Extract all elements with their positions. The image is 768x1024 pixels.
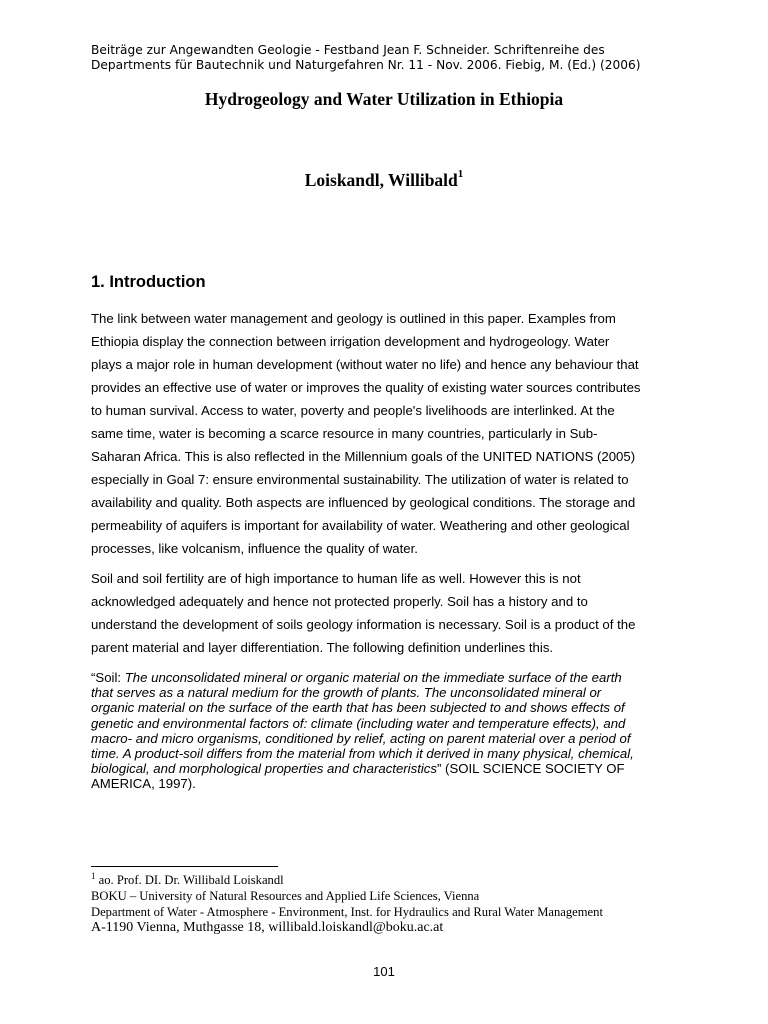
paragraph-line: Saharan Africa. This is also reflected in the Millennium goals of the UNITED NATIONS (2005) [91, 449, 636, 465]
quote-italic-text: biological, and morphological properties and characteristics [91, 761, 437, 777]
paragraph-line: acknowledged adequately and hence not protected properly. Soil has a history and to [91, 594, 588, 610]
quote-line: that serves as a natural medium for the growth of plants. The unconsolidated mineral or [91, 685, 602, 701]
author-name: Loiskandl, Willibald [304, 170, 458, 190]
paragraph-line: permeability of aquifers is important for availability of water. Weathering and other geological [91, 518, 630, 534]
section-heading: 1. Introduction [91, 273, 206, 291]
page-number: 101 [373, 964, 395, 979]
header-line-2: Departments für Bautechnik und Naturgefahren Nr. 11 - Nov. 2006. Fiebig, M. (Ed.) (2006) [91, 58, 641, 72]
paragraph-line: understand the development of soils geology information is necessary. Soil is a product of the [91, 617, 636, 633]
paragraph-line: provides an effective use of water or improves the quality of existing water sources contributes [91, 380, 641, 396]
footnote-line: Department of Water - Atmosphere - Environment, Inst. for Hydraulics and Rural Water Management [91, 905, 603, 919]
quote-line: organic material on the surface of the earth that has been subjected to and shows effects of [91, 700, 625, 716]
quote-italic-text: The unconsolidated mineral or organic material on the immediate surface of the earth [124, 670, 622, 685]
quote-line: time. A product-soil differs from the material from which it derived in many physical, chemical, [91, 746, 634, 762]
paragraph-line: same time, water is becoming a scarce resource in many countries, particularly in Sub- [91, 426, 598, 442]
paragraph-line: parent material and layer differentiation. The following definition underlines this. [91, 640, 554, 656]
paragraph-line: Soil and soil fertility are of high importance to human life as well. However this is not [91, 571, 581, 586]
quote-line: AMERICA, 1997). [91, 776, 196, 792]
quote-line [91, 670, 691, 685]
paragraph-1 [91, 307, 691, 561]
paragraph-line: processes, like volcanism, influence the quality of water. [91, 541, 418, 557]
paragraph-line: Ethiopia display the connection between irrigation development and hydrogeology. Water [91, 334, 610, 350]
footnote-line: A-1190 Vienna, Muthgasse 18, willibald.loiskandl@boku.ac.at [91, 920, 444, 935]
author-footnote-marker: 1 [457, 168, 464, 181]
paper-title: Hydrogeology and Water Utilization in Ethiopia [204, 89, 564, 109]
footnote-author: ao. Prof. DI. Dr. Willibald Loiskandl [95, 873, 284, 887]
paragraph-2 [91, 567, 691, 659]
quote-line [91, 761, 691, 776]
paragraph-line: The link between water management and geology is outlined in this paper. Examples from [91, 311, 616, 326]
paragraph-line: plays a major role in human development (without water no life) and hence any behaviour that [91, 357, 639, 373]
paragraph-line: to human survival. Access to water, poverty and people's livelihoods are interlinked. At the [91, 403, 615, 419]
footnote-marker: 1 [91, 870, 96, 881]
author-line [0, 170, 768, 191]
footnote-line: BOKU – University of Natural Resources and Applied Life Sciences, Vienna [91, 889, 480, 903]
footnote-divider [91, 866, 278, 867]
quote-line: macro- and micro organisms, conditioned by relief, acting on parent material over a period of [91, 730, 631, 746]
footnote [91, 872, 711, 936]
running-header [91, 43, 711, 73]
quote-citation: ” (SOIL SCIENCE SOCIETY OF [437, 761, 625, 777]
footnote-line [91, 872, 711, 888]
quote-lead: “Soil: [91, 670, 125, 685]
paragraph-line: especially in Goal 7: ensure environmental sustainability. The utilization of water is related to [91, 472, 629, 488]
quote-line: genetic and environmental factors of: climate (including water and temperature effects), and [91, 715, 626, 731]
header-line-1: Beiträge zur Angewandten Geologie - Festband Jean F. Schneider. Schriftenreihe des [91, 43, 605, 57]
paragraph-line: availability and quality. Both aspects are influenced by geological conditions. The storage and [91, 495, 636, 511]
soil-definition-quote [91, 670, 691, 792]
